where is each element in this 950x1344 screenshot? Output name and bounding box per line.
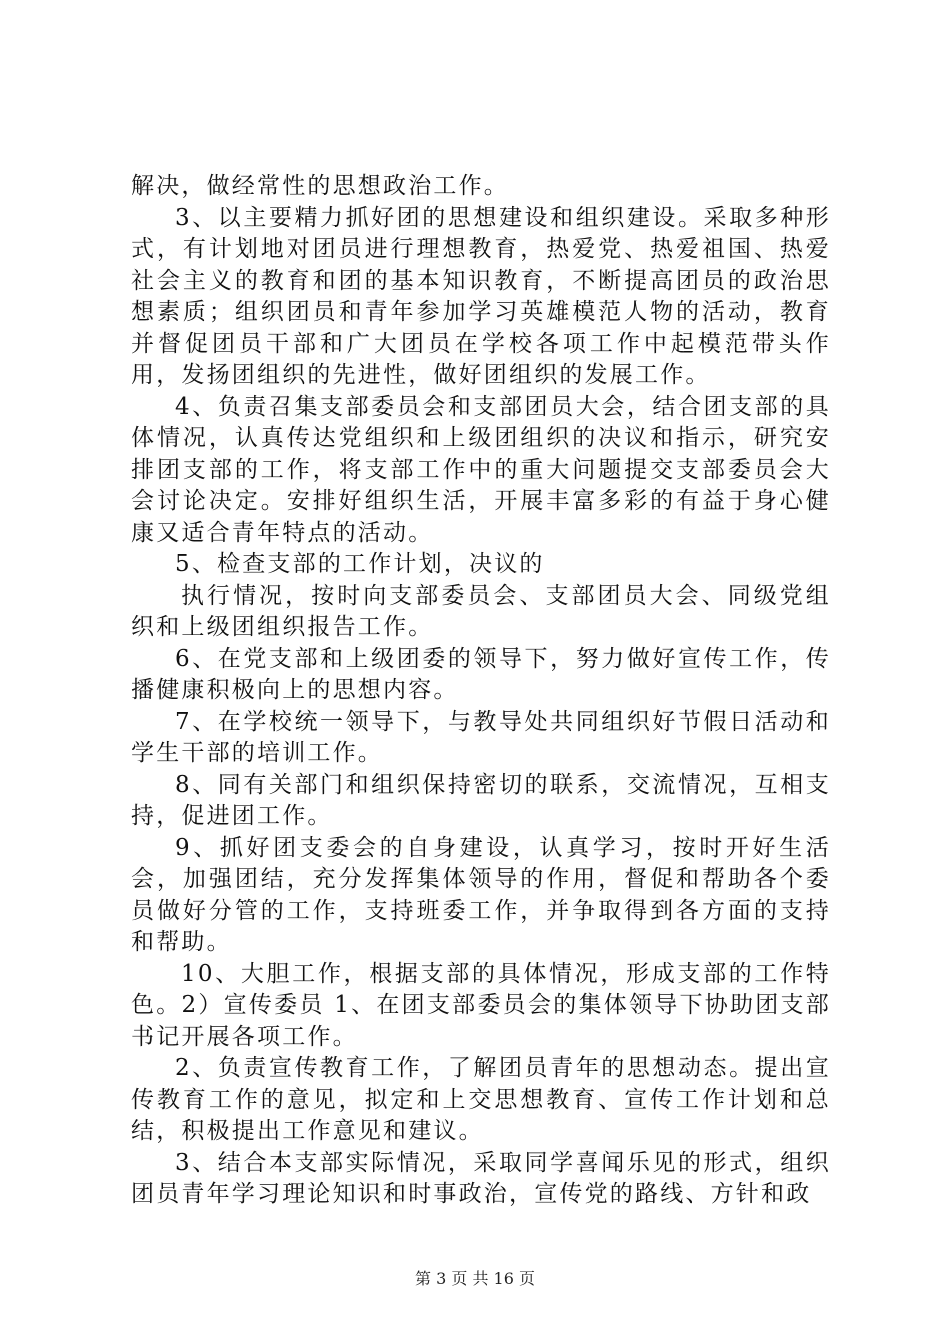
paragraph: 3、结合本支部实际情况，采取同学喜闻乐见的形式，组织团员青年学习理论知识和时事政治，宣传党的路线、方针和政	[131, 1149, 831, 1207]
document-body	[131, 171, 831, 1211]
page-footer: 第 3 页 共 16 页	[415, 1269, 535, 1288]
paragraph: 10、大胆工作，根据支部的具体情况，形成支部的工作特色。2）宣传委员 1、在团支部委员会的集体领导下协助团支部书记开展各项工作。	[131, 960, 831, 1050]
paragraph: 7、在学校统一领导下，与教导处共同组织好节假日活动和学生干部的培训工作。	[131, 708, 831, 766]
paragraph: 9、抓好团支委会的自身建设，认真学习，按时开好生活会，加强团结，充分发挥集体领导的作用，督促和帮助各个委员做好分管的工作，支持班委工作，并争取得到各方面的支持和帮助。	[131, 834, 831, 955]
paragraph: 6、在党支部和上级团委的领导下，努力做好宣传工作，传播健康积极向上的思想内容。	[131, 645, 831, 703]
paragraph: 4、负责召集支部委员会和支部团员大会，结合团支部的具体情况，认真传达党组织和上级团组织的决议和指示，研究安排团支部的工作，将支部工作中的重大问题提交支部委员会大会讨论决定。安排好组织生活，开展丰富多彩的有益于身心健康又适合青年特点的活动。	[131, 393, 831, 546]
paragraph: 8、同有关部门和组织保持密切的联系，交流情况，互相支持，促进团工作。	[131, 771, 831, 829]
paragraph: 解决，做经常性的思想政治工作。	[131, 173, 509, 199]
paragraph: 执行情况，按时向支部委员会、支部团员大会、同级党组织和上级团组织报告工作。	[131, 582, 831, 640]
paragraph: 2、负责宣传教育工作，了解团员青年的思想动态。提出宣传教育工作的意见，拟定和上交思想教育、宣传工作计划和总结，积极提出工作意见和建议。	[131, 1055, 831, 1144]
paragraph: 3、以主要精力抓好团的思想建设和组织建设。采取多种形式，有计划地对团员进行理想教育，热爱党、热爱祖国、热爱社会主义的教育和团的基本知识教育，不断提高团员的政治思想素质；组织团员和青年参加学习英雄模范人物的活动，教育并督促团员干部和广大团员在学校各项工作中起模范带头作用，发扬团组织的先进性，做好团组织的发展工作。	[131, 204, 831, 388]
paragraph: 5、检查支部的工作计划，决议的	[175, 551, 545, 577]
